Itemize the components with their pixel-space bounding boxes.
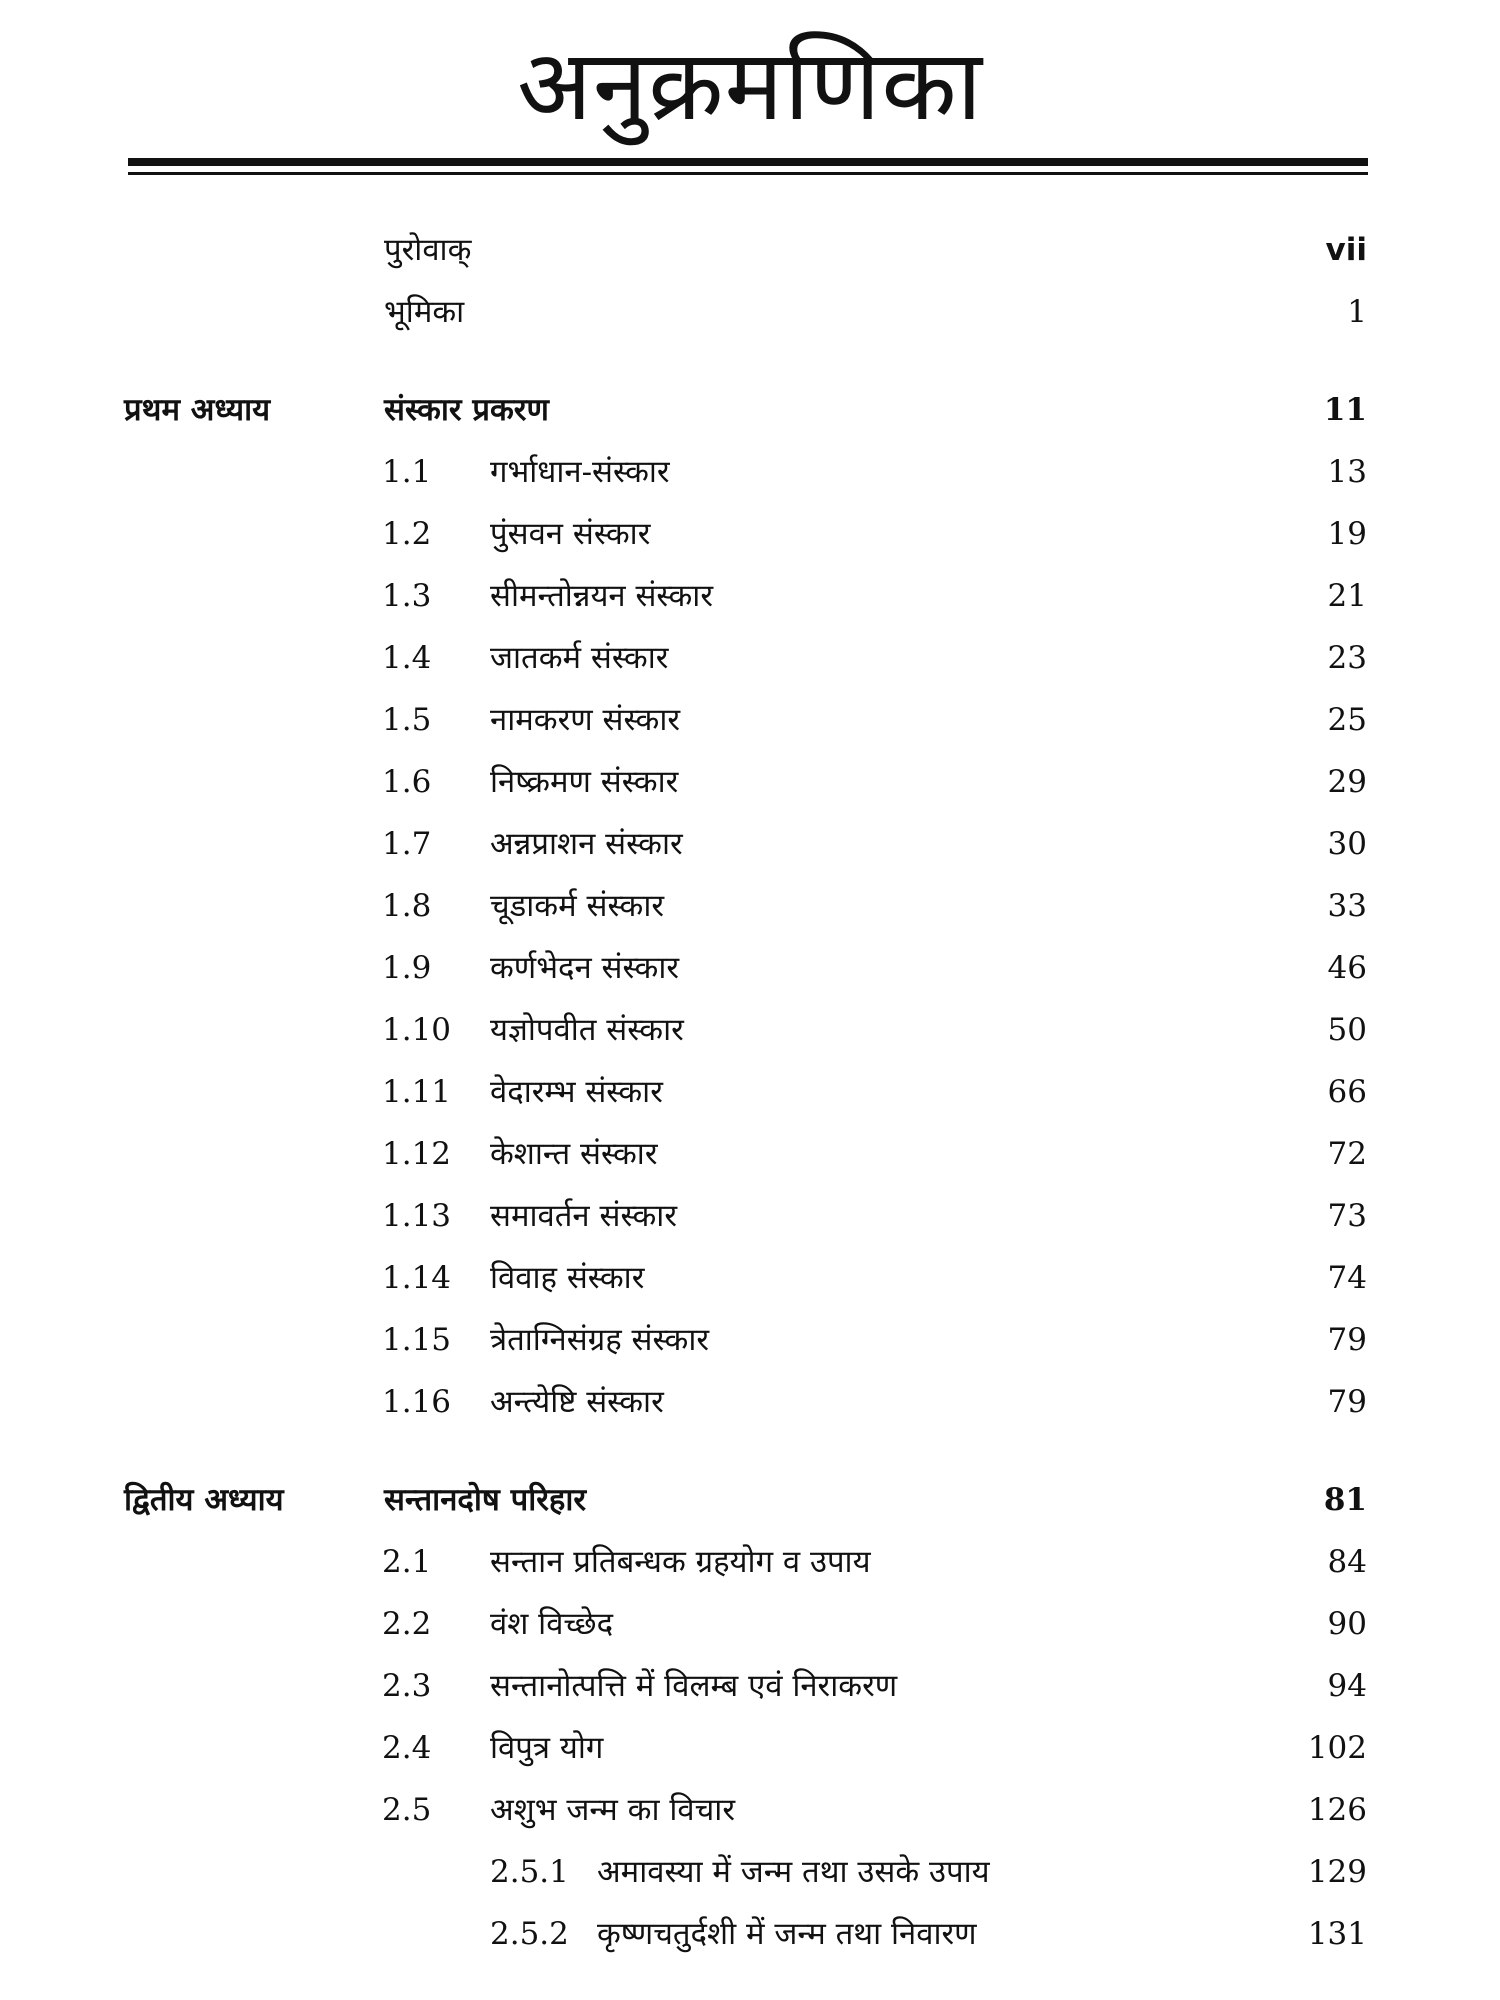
section-number: 1.6 xyxy=(382,764,432,800)
toc-section-1-16[interactable] xyxy=(0,1377,1500,1427)
section-title: निष्क्रमण संस्कार xyxy=(490,764,679,800)
title-rule-thick xyxy=(128,158,1368,166)
section-title: अन्त्येष्टि संस्कार xyxy=(490,1384,664,1420)
entry-page: 1 xyxy=(1347,294,1367,330)
toc-subsection-2-5-2[interactable] xyxy=(0,1909,1500,1959)
toc-chapter-1[interactable] xyxy=(0,385,1500,435)
section-page: 29 xyxy=(1327,764,1367,800)
toc-chapter-2[interactable] xyxy=(0,1475,1500,1525)
subsection-title: कृष्णचतुर्दशी में जन्म तथा निवारण xyxy=(597,1916,977,1952)
toc-section-2-3[interactable] xyxy=(0,1661,1500,1711)
section-page: 23 xyxy=(1327,640,1367,676)
section-title: कर्णभेदन संस्कार xyxy=(490,950,680,986)
toc-section-1-14[interactable] xyxy=(0,1253,1500,1303)
section-title: नामकरण संस्कार xyxy=(490,702,681,738)
section-page: 50 xyxy=(1327,1012,1367,1048)
section-title: विवाह संस्कार xyxy=(490,1260,645,1296)
section-number: 1.8 xyxy=(382,888,432,924)
section-number: 1.12 xyxy=(382,1136,452,1172)
toc-section-1-1[interactable] xyxy=(0,447,1500,497)
section-number: 1.14 xyxy=(382,1260,452,1296)
toc-section-1-15[interactable] xyxy=(0,1315,1500,1365)
toc-section-1-5[interactable] xyxy=(0,695,1500,745)
section-page: 13 xyxy=(1327,454,1367,490)
subsection-page: 131 xyxy=(1307,1916,1367,1952)
toc-section-1-10[interactable] xyxy=(0,1005,1500,1055)
subsection-number: 2.5.2 xyxy=(490,1916,569,1952)
section-page: 66 xyxy=(1327,1074,1367,1110)
section-page: 102 xyxy=(1307,1730,1367,1766)
section-number: 1.11 xyxy=(382,1074,452,1110)
section-number: 1.7 xyxy=(382,826,432,862)
section-number: 1.2 xyxy=(382,516,432,552)
section-page: 94 xyxy=(1327,1668,1367,1704)
chapter-title: सन्तानदोष परिहार xyxy=(384,1482,587,1518)
subsection-title: अमावस्या में जन्म तथा उसके उपाय xyxy=(597,1854,990,1890)
section-title: पुंसवन संस्कार xyxy=(490,516,651,552)
section-page: 84 xyxy=(1327,1544,1367,1580)
section-page: 74 xyxy=(1327,1260,1367,1296)
toc-section-1-11[interactable] xyxy=(0,1067,1500,1117)
section-page: 90 xyxy=(1327,1606,1367,1642)
section-title: वेदारम्भ संस्कार xyxy=(490,1074,663,1110)
toc-section-1-12[interactable] xyxy=(0,1129,1500,1179)
toc-section-1-9[interactable] xyxy=(0,943,1500,993)
section-title: केशान्त संस्कार xyxy=(490,1136,658,1172)
toc-section-2-2[interactable] xyxy=(0,1599,1500,1649)
section-title: सीमन्तोन्नयन संस्कार xyxy=(490,578,714,614)
section-number: 1.5 xyxy=(382,702,432,738)
section-title: जातकर्म संस्कार xyxy=(490,640,669,676)
section-title: अन्नप्राशन संस्कार xyxy=(490,826,683,862)
section-title: सन्तानोत्पत्ति में विलम्ब एवं निराकरण xyxy=(490,1668,898,1704)
toc-section-1-13[interactable] xyxy=(0,1191,1500,1241)
toc-section-1-8[interactable] xyxy=(0,881,1500,931)
section-page: 21 xyxy=(1327,578,1367,614)
toc-section-1-2[interactable] xyxy=(0,509,1500,559)
section-page: 46 xyxy=(1327,950,1367,986)
entry-title: पुरोवाक् xyxy=(384,232,472,268)
toc-section-2-4[interactable] xyxy=(0,1723,1500,1773)
section-number: 1.16 xyxy=(382,1384,452,1420)
toc-section-1-3[interactable] xyxy=(0,571,1500,621)
toc-section-2-1[interactable] xyxy=(0,1537,1500,1587)
chapter-title: संस्कार प्रकरण xyxy=(384,392,549,428)
section-page: 79 xyxy=(1327,1384,1367,1420)
page-title: अनुक्रमणिका xyxy=(516,29,983,143)
section-number: 2.1 xyxy=(382,1544,432,1580)
section-number: 1.10 xyxy=(382,1012,452,1048)
toc-section-1-7[interactable] xyxy=(0,819,1500,869)
entry-page: vii xyxy=(1325,232,1367,268)
section-title: विपुत्र योग xyxy=(490,1730,604,1766)
section-page: 72 xyxy=(1327,1136,1367,1172)
section-page: 19 xyxy=(1327,516,1367,552)
section-title: वंश विच्छेद xyxy=(490,1606,614,1642)
section-number: 1.9 xyxy=(382,950,432,986)
section-page: 79 xyxy=(1327,1322,1367,1358)
section-title: त्रेताग्निसंग्रह संस्कार xyxy=(490,1322,710,1358)
section-page: 25 xyxy=(1327,702,1367,738)
title-rule-thin xyxy=(128,172,1368,175)
section-title: सन्तान प्रतिबन्धक ग्रहयोग व उपाय xyxy=(490,1544,871,1580)
section-title: चूडाकर्म संस्कार xyxy=(490,888,665,924)
section-title: यज्ञोपवीत संस्कार xyxy=(490,1012,684,1048)
section-number: 2.5 xyxy=(382,1792,432,1828)
section-title: गर्भाधान-संस्कार xyxy=(490,454,670,490)
section-number: 2.4 xyxy=(382,1730,432,1766)
section-page: 73 xyxy=(1327,1198,1367,1234)
toc-entry-front-1[interactable] xyxy=(0,287,1500,337)
section-page: 126 xyxy=(1307,1792,1367,1828)
section-number: 2.3 xyxy=(382,1668,432,1704)
section-number: 1.15 xyxy=(382,1322,452,1358)
toc-section-1-6[interactable] xyxy=(0,757,1500,807)
chapter-label: द्वितीय अध्याय xyxy=(124,1482,284,1518)
chapter-page: 81 xyxy=(1323,1482,1367,1518)
chapter-page: 11 xyxy=(1323,392,1367,428)
toc-section-1-4[interactable] xyxy=(0,633,1500,683)
section-number: 1.4 xyxy=(382,640,432,676)
toc-subsection-2-5-1[interactable] xyxy=(0,1847,1500,1897)
section-page: 30 xyxy=(1327,826,1367,862)
toc-section-2-5[interactable] xyxy=(0,1785,1500,1835)
section-number: 1.3 xyxy=(382,578,432,614)
section-number: 1.13 xyxy=(382,1198,452,1234)
section-number: 1.1 xyxy=(382,454,432,490)
section-page: 33 xyxy=(1327,888,1367,924)
section-number: 2.2 xyxy=(382,1606,432,1642)
entry-title: भूमिका xyxy=(384,294,465,330)
section-title: समावर्तन संस्कार xyxy=(490,1198,678,1234)
section-title: अशुभ जन्म का विचार xyxy=(490,1792,736,1828)
chapter-label: प्रथम अध्याय xyxy=(124,392,271,428)
toc-entry-front-0[interactable] xyxy=(0,225,1500,275)
subsection-number: 2.5.1 xyxy=(490,1854,569,1890)
subsection-page: 129 xyxy=(1307,1854,1367,1890)
